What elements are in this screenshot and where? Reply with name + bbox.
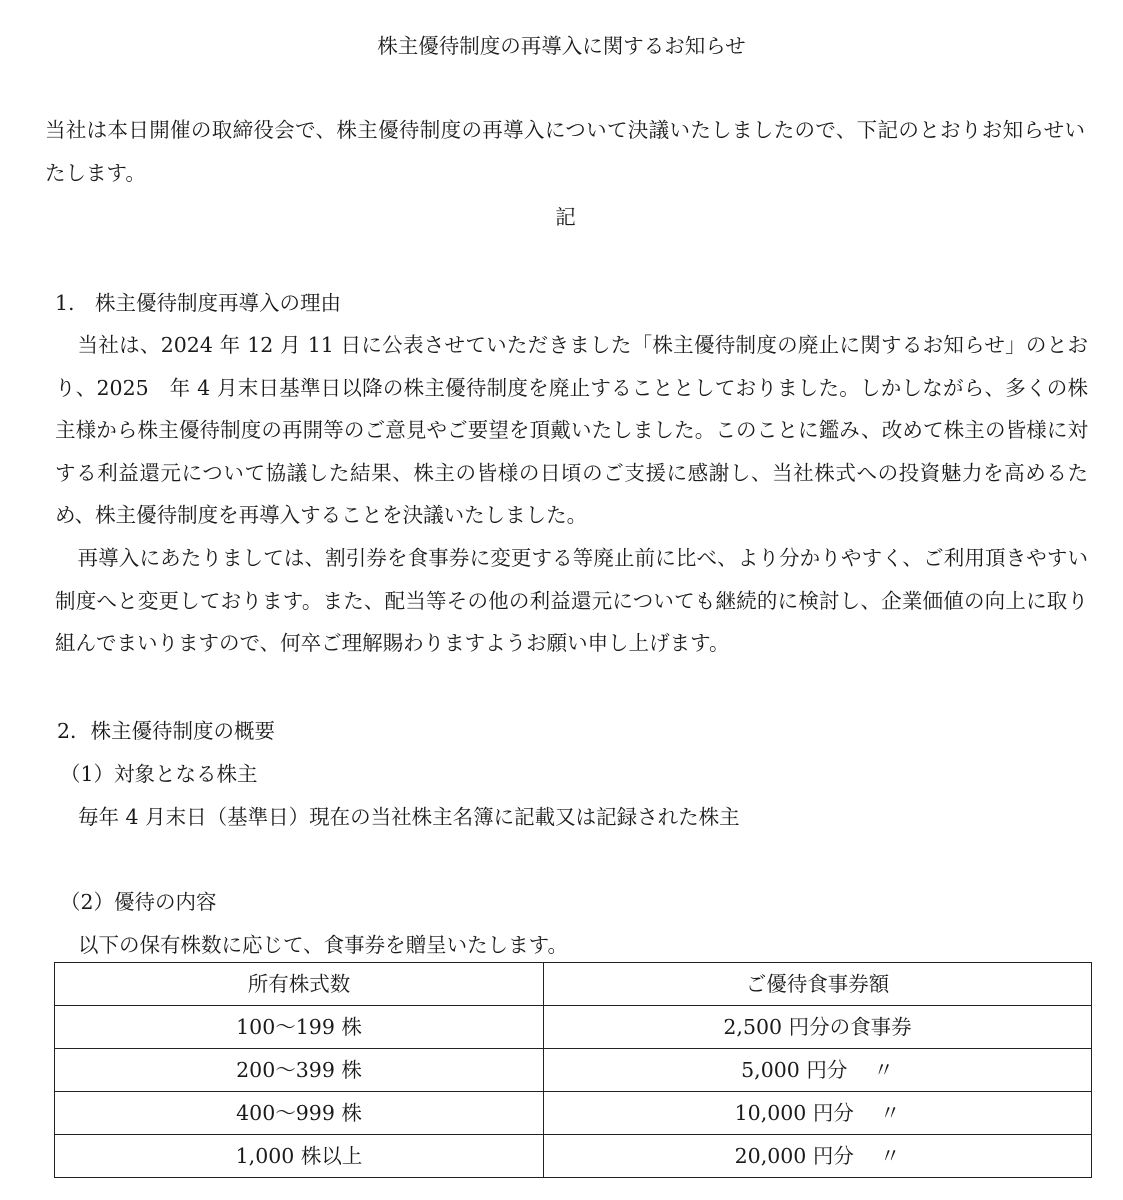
ditto-mark: 〃 bbox=[879, 1144, 901, 1168]
intro-paragraph: 当社は本日開催の取締役会で、株主優待制度の再導入について決議いたしましたので、下記のとおりお知らせいたします。 bbox=[45, 118, 1085, 185]
ditto-mark: 〃 bbox=[873, 1058, 894, 1082]
cell-shares: 1,000 株以上 bbox=[55, 1135, 544, 1178]
section-1-paragraph-1: 当社は、2024 年 12 月 11 日に公表させていただきました「株主優待制度の廃止に関するお知らせ」のとおり、2025 年 4 月末日基準日以降の株主優待制度を廃止することとしておりました。しかしながら、多くの株主様から株主優待制度の再開等のご意見やご要望を頂戴いたしました。このことに鑑み、改めて株主の皆様に対する利益還元について協議した結果、株主の皆様の日頃のご支援に感謝し、当社株式への投資魅力を高めるため、株主優待制度を再導入することを決議いたしました。 bbox=[55, 333, 1088, 527]
header-shares: 所有株式数 bbox=[55, 963, 544, 1006]
amount-text: 5,000 円分 bbox=[741, 1058, 848, 1082]
header-amount: ご優待食事券額 bbox=[544, 963, 1092, 1006]
amount-text: 2,500 円分の食事券 bbox=[723, 1015, 912, 1039]
amount-text: 20,000 円分 bbox=[734, 1144, 854, 1168]
table-row bbox=[55, 1049, 1092, 1092]
ditto-mark: 〃 bbox=[879, 1101, 901, 1125]
subsection-benefit-content-text: 以下の保有株数に応じて、食事券を贈呈いたします。 bbox=[78, 933, 568, 957]
ki-marker: 記 bbox=[555, 205, 576, 229]
cell-shares: 400～999 株 bbox=[55, 1092, 544, 1135]
cell-amount bbox=[544, 1049, 1092, 1092]
cell-amount bbox=[544, 1135, 1092, 1178]
table-row bbox=[55, 1006, 1092, 1049]
cell-amount bbox=[544, 1006, 1092, 1049]
cell-amount bbox=[544, 1092, 1092, 1135]
cell-shares: 100～199 株 bbox=[55, 1006, 544, 1049]
subsection-eligible-shareholders-text: 毎年 4 月末日（基準日）現在の当社株主名簿に記載又は記録された株主 bbox=[78, 805, 740, 829]
section-2-heading: 2．株主優待制度の概要 bbox=[57, 719, 276, 743]
table-row bbox=[55, 1092, 1092, 1135]
subsection-eligible-shareholders-heading: （1）対象となる株主 bbox=[60, 762, 258, 786]
section-1-paragraph-2: 再導入にあたりましては、割引券を食事券に変更する等廃止前に比べ、より分かりやすく、ご利用頂きやすい制度へと変更しております。また、配当等その他の利益還元についても継続的に検討し、企業価値の向上に取り組んでまいりますので、何卒ご理解賜わりますようお願い申し上げます。 bbox=[55, 546, 1088, 655]
table-header-row bbox=[55, 963, 1092, 1006]
benefit-table bbox=[54, 962, 1092, 1178]
subsection-benefit-content-heading: （2）優待の内容 bbox=[60, 890, 217, 914]
amount-text: 10,000 円分 bbox=[734, 1101, 854, 1125]
section-1-heading: 1. 株主優待制度再導入の理由 bbox=[55, 291, 342, 315]
table-row bbox=[55, 1135, 1092, 1178]
document-title: 株主優待制度の再導入に関するお知らせ bbox=[377, 34, 746, 58]
cell-shares: 200～399 株 bbox=[55, 1049, 544, 1092]
